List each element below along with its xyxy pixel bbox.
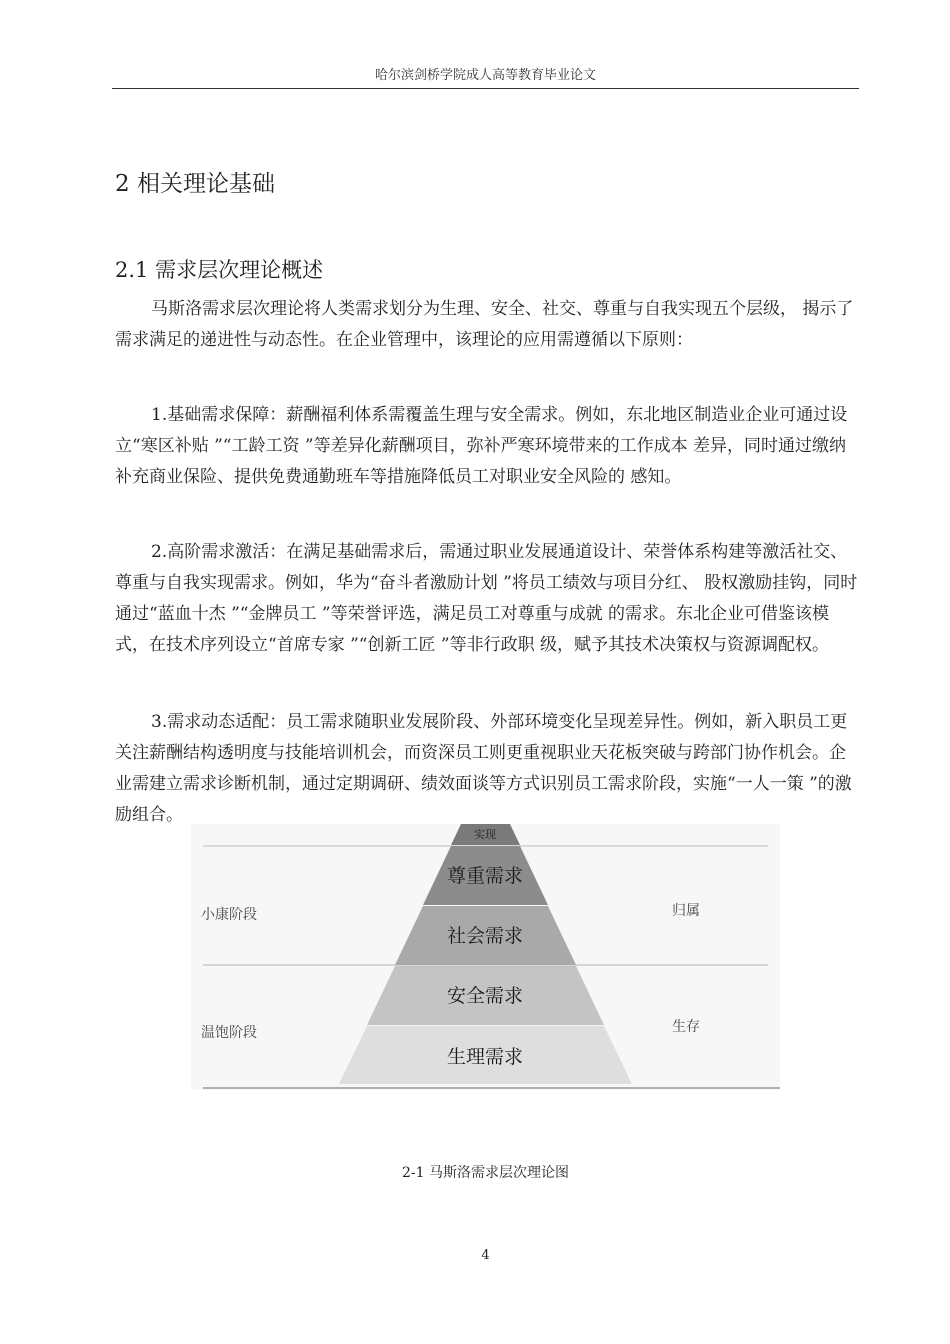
tier-label-social: 社会需求 (446, 925, 524, 947)
header-rule (112, 88, 859, 89)
principle-3-paragraph: 3.需求动态适配：员工需求随职业发展阶段、外部环境变化呈现差异性。例如，新入职员工更关注薪酬结构透明度与技能培训机会，而资深员工则更重视职业天花板突破与跨部门协作机会。企业需建立需求诊断机制，通过定期调研、绩效面谈等方式识别员工需求阶段，实施“一人一策 ”的激励组合。 (115, 712, 852, 825)
pyramid-svg (191, 824, 780, 1090)
page-number: 4 (481, 1248, 490, 1263)
tier-label-self-actualization: 实现 (474, 828, 496, 841)
tier-label-physiological: 生理需求 (446, 1046, 524, 1068)
right-label-survival: 生存 (672, 1019, 700, 1035)
running-header: 哈尔滨剑桥学院成人高等教育毕业论文 (374, 68, 596, 83)
left-label-xiaokang: 小康阶段 (201, 907, 257, 923)
principle-1-paragraph: 1.基础需求保障：薪酬福利体系需覆盖生理与安全需求。例如，东北地区制造业企业可通过设立“寒区补贴 ”“工龄工资 ”等差异化薪酬项目，弥补严寒环境带来的工作成本 差异，同时通过缴纳补充商业保险、提供免费通勤班车等措施降低员工对职业安全风险的 感知。 (115, 405, 848, 487)
tier-label-esteem: 尊重需求 (446, 865, 524, 887)
figure-caption: 2-1 马斯洛需求层次理论图 (402, 1165, 569, 1181)
left-label-wenbao: 温饱阶段 (201, 1025, 257, 1041)
section-heading: 2 相关理论基础 (115, 171, 275, 197)
tier-label-safety: 安全需求 (446, 985, 524, 1007)
subsection-heading: 2.1 需求层次理论概述 (115, 258, 324, 282)
principle-2-paragraph: 2.高阶需求激活：在满足基础需求后，需通过职业发展通道设计、荣誉体系构建等激活社交、尊重与自我实现需求。例如，华为“奋斗者激励计划 ”将员工绩效与项目分红、 股权激励挂钩，同时通过“蓝血十杰 ”“金牌员工 ”等荣誉评选，满足员工对尊重与成就 的需求。东北企业可借鉴该模式，在技术序列设立“首席专家 ”“创新工匠 ”等非行政职 级，赋予其技术决策权与资源调配权。 (115, 542, 858, 655)
intro-paragraph: 马斯洛需求层次理论将人类需求划分为生理、安全、社交、尊重与自我实现五个层级， 揭示了需求满足的递进性与动态性。在企业管理中，该理论的应用需遵循以下原则： (115, 299, 854, 350)
right-label-belonging: 归属 (672, 903, 700, 919)
maslow-pyramid-figure (191, 824, 780, 1090)
